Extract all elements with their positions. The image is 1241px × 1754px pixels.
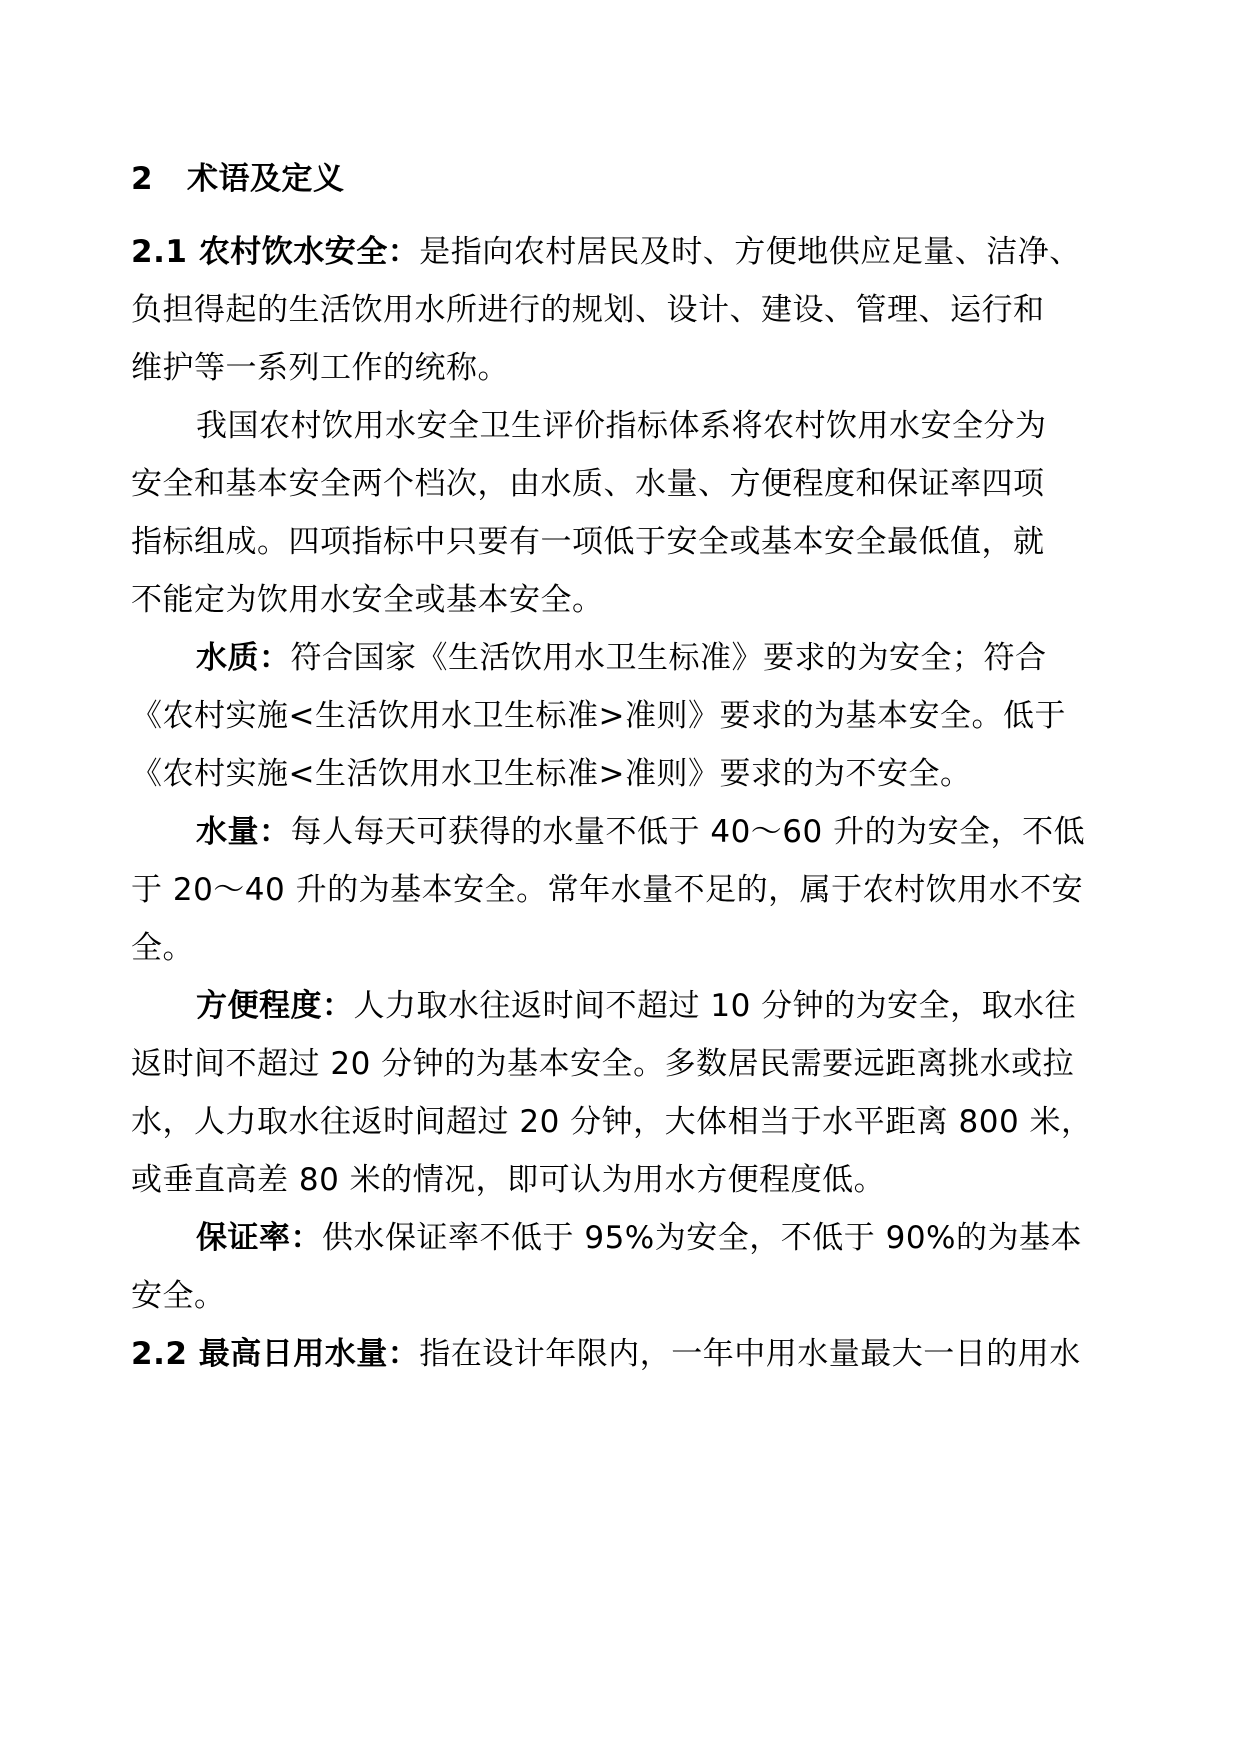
intro-line-4: 不能定为饮用水安全或基本安全。: [131, 582, 604, 618]
intro-line-1: 我国农村饮用水安全卫生评价指标体系将农村饮用水安全分为: [196, 408, 1047, 444]
def-2-1-line-1: [131, 232, 1081, 272]
section-number: 2: [131, 161, 154, 197]
water-quality-line-1: [196, 638, 1047, 678]
section-heading: [131, 159, 345, 199]
water-quality-line-2: 《农村实施<生活饮用水卫生标准>准则》要求的为基本安全。低于: [131, 698, 1066, 734]
water-quality-label: 水质：: [196, 640, 291, 676]
guarantee-text: 供水保证率不低于 95%为安全，不低于 90%的为基本: [322, 1220, 1083, 1256]
convenience-line-2: 返时间不超过 20 分钟的为基本安全。多数居民需要远距离挑水或拉: [131, 1046, 1075, 1082]
convenience-label: 方便程度：: [196, 988, 354, 1024]
water-quantity-line-3: 全。: [131, 930, 194, 966]
def-2-1-label: 2.1 农村饮水安全：: [131, 234, 420, 270]
def-2-1-text: 是指向农村居民及时、方便地供应足量、洁净、: [419, 234, 1081, 270]
water-quantity-label: 水量：: [196, 814, 291, 850]
guarantee-label: 保证率：: [196, 1220, 322, 1256]
section-title: 术语及定义: [187, 161, 345, 197]
def-2-1-line-3: 维护等一系列工作的统称。: [131, 350, 509, 386]
intro-line-2: 安全和基本安全两个档次，由水质、水量、方便程度和保证率四项: [131, 466, 1045, 502]
water-quality-text: 符合国家《生活饮用水卫生标准》要求的为安全；符合: [290, 640, 1047, 676]
water-quantity-text: 每人每天可获得的水量不低于 40～60 升的为安全，不低: [290, 814, 1086, 850]
def-2-2-line-1: [131, 1334, 1081, 1374]
guarantee-line-1: [196, 1218, 1082, 1258]
guarantee-line-2: 安全。: [131, 1278, 226, 1314]
def-2-2-label: 2.2 最高日用水量：: [131, 1336, 420, 1372]
convenience-line-3: 水，人力取水往返时间超过 20 分钟，大体相当于水平距离 800 米，: [131, 1104, 1093, 1140]
water-quantity-line-2: 于 20～40 升的为基本安全。常年水量不足的，属于农村饮用水不安: [131, 872, 1084, 908]
convenience-line-1: [196, 986, 1076, 1026]
convenience-text: 人力取水往返时间不超过 10 分钟的为安全，取水往: [353, 988, 1077, 1024]
convenience-line-4: 或垂直高差 80 米的情况，即可认为用水方便程度低。: [131, 1162, 886, 1198]
water-quantity-line-1: [196, 812, 1085, 852]
def-2-1-line-2: 负担得起的生活饮用水所进行的规划、设计、建设、管理、运行和: [131, 292, 1045, 328]
def-2-2-text: 指在设计年限内，一年中用水量最大一日的用水: [419, 1336, 1081, 1372]
intro-line-3: 指标组成。四项指标中只要有一项低于安全或基本安全最低值，就: [131, 524, 1045, 560]
water-quality-line-3: 《农村实施<生活饮用水卫生标准>准则》要求的为不安全。: [131, 756, 972, 792]
